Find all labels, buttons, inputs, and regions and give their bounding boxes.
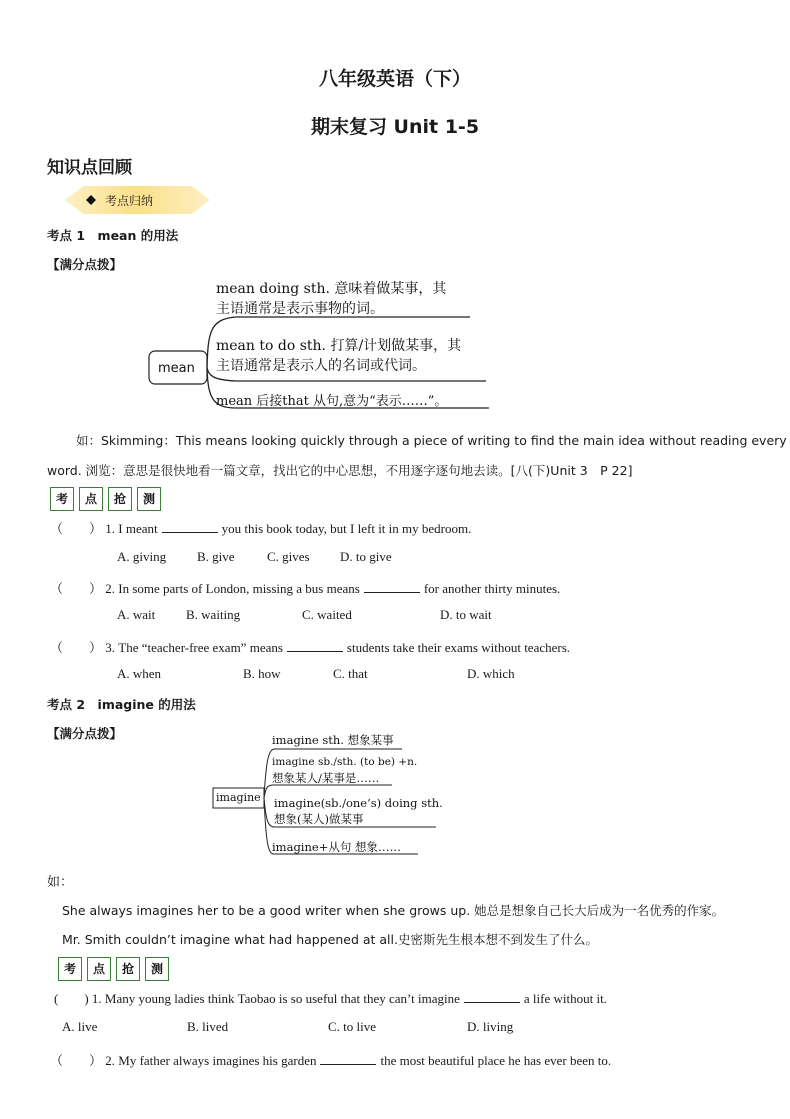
option[interactable]: B. give (197, 549, 235, 564)
tag-char: 点 (79, 487, 103, 511)
option[interactable]: B. lived (187, 1019, 229, 1034)
option[interactable]: A. giving (117, 549, 167, 564)
blank-line[interactable] (287, 641, 343, 652)
mindmap-branch-2b: 想象某人/某事是…… (272, 771, 380, 785)
question-row (50, 1050, 611, 1069)
blank-line[interactable] (464, 992, 520, 1003)
question-text: a life without it. (523, 991, 607, 1006)
mindmap-branch-2a: imagine sb./sth. (to be) +n. (272, 756, 418, 768)
point2-example-1: She always imagines her to be a good writer when she grows up. 她总是想象自己长大后成为一名优秀的作家。 (62, 903, 725, 918)
quiz-tag-2 (58, 955, 178, 983)
answer-paren[interactable]: ( ) (54, 991, 89, 1006)
option[interactable]: D. living (467, 1019, 514, 1034)
tag-char: 抢 (116, 957, 140, 981)
question-text: the most beautiful place he has ever been to. (380, 1053, 612, 1068)
option[interactable]: A. live (62, 1019, 98, 1034)
option[interactable]: A. wait (117, 607, 156, 622)
question-row (50, 578, 560, 597)
answer-paren[interactable]: （ ） (50, 521, 103, 536)
option[interactable]: D. to wait (440, 607, 492, 622)
option[interactable]: C. gives (267, 549, 310, 564)
point2-example-label: 如： (47, 875, 74, 890)
option[interactable]: C. that (333, 666, 368, 681)
question-row (50, 637, 570, 656)
question-text: 1. Many young ladies think Taobao is so useful that they can’t imagine (91, 991, 460, 1006)
tag-char: 考 (50, 487, 74, 511)
question-text: for another thirty minutes. (423, 581, 561, 596)
section-title: 知识点回顾 (47, 158, 132, 178)
mindmap-branch-1b: 主语通常是表示事物的词。 (216, 301, 384, 317)
page-subtitle: 期末复习 Unit 1-5 (310, 116, 480, 138)
quiz-tag-1 (50, 485, 170, 513)
blank-line[interactable] (320, 1054, 376, 1065)
option[interactable]: B. waiting (186, 607, 241, 622)
point1-tip: 【满分点拨】 (47, 257, 123, 272)
mindmap-branch-3: mean 后接that 从句,意为“表示……”。 (216, 394, 448, 409)
tag-char: 抢 (108, 487, 132, 511)
tag-char: 点 (87, 957, 111, 981)
option[interactable]: C. to live (328, 1019, 377, 1034)
imagine-mindmap (210, 728, 450, 860)
mindmap-branch-2a: mean to do sth. 打算/计划做某事，其 (216, 338, 462, 354)
point1-example-line2: word. 浏览：意思是很快地看一篇文章，找出它的中心思想，不用逐字逐句地去读。[八(下)Unit 3 P 22] (47, 463, 633, 478)
mindmap-branch-2b: 主语通常是表示人的名词或代词。 (216, 358, 426, 374)
question-text: 2. In some parts of London, missing a bus means (105, 581, 360, 596)
point1-heading: 考点 1 mean 的用法 (47, 228, 179, 243)
question-text: 2. My father always imagines his garden (105, 1053, 317, 1068)
option[interactable]: C. waited (302, 607, 352, 622)
tag-char: 测 (145, 957, 169, 981)
page-title: 八年级英语（下） (318, 68, 471, 90)
option[interactable]: D. to give (340, 549, 392, 564)
question-text: 1. I meant (105, 521, 158, 536)
blank-line[interactable] (162, 522, 218, 533)
badge-label: 考点归纳 (105, 194, 154, 208)
mindmap-center: mean (158, 361, 195, 376)
tag-char: 测 (137, 487, 161, 511)
question-text: you this book today, but I left it in my bedroom. (221, 521, 472, 536)
point2-heading: 考点 2 imagine 的用法 (47, 697, 196, 712)
mean-mindmap (146, 272, 496, 417)
tag-char: 考 (58, 957, 82, 981)
mindmap-branch-3b: 想象(某人)做某事 (274, 812, 364, 826)
question-text: students take their exams without teachers. (346, 640, 571, 655)
point2-example-2: Mr. Smith couldn’t imagine what had happened at all.史密斯先生根本想不到发生了什么。 (62, 932, 598, 947)
blank-line[interactable] (364, 582, 420, 593)
point2-tip: 【满分点拨】 (47, 726, 123, 741)
mindmap-branch-4: imagine+从句 想象…… (272, 840, 401, 854)
section-badge (65, 186, 210, 214)
mindmap-center: imagine (216, 791, 261, 804)
answer-paren[interactable]: （ ） (50, 581, 103, 596)
option[interactable]: B. how (243, 666, 281, 681)
mindmap-branch-1: imagine sth. 想象某事 (272, 733, 394, 747)
question-row (50, 518, 471, 537)
question-text: 3. The “teacher-free exam” means (105, 640, 283, 655)
point1-example-line1: 如：Skimming：This means looking quickly through a piece of writing to find the main idea without reading every (76, 433, 787, 448)
mindmap-branch-1a: mean doing sth. 意味着做某事，其 (216, 281, 447, 297)
question-row (54, 988, 607, 1007)
mindmap-branch-3a: imagine(sb./one’s) doing sth. (274, 796, 443, 810)
answer-paren[interactable]: （ ） (50, 1053, 103, 1068)
option[interactable]: A. when (117, 666, 162, 681)
answer-paren[interactable]: （ ） (50, 640, 103, 655)
option[interactable]: D. which (467, 666, 515, 681)
diamond-icon (86, 195, 96, 205)
